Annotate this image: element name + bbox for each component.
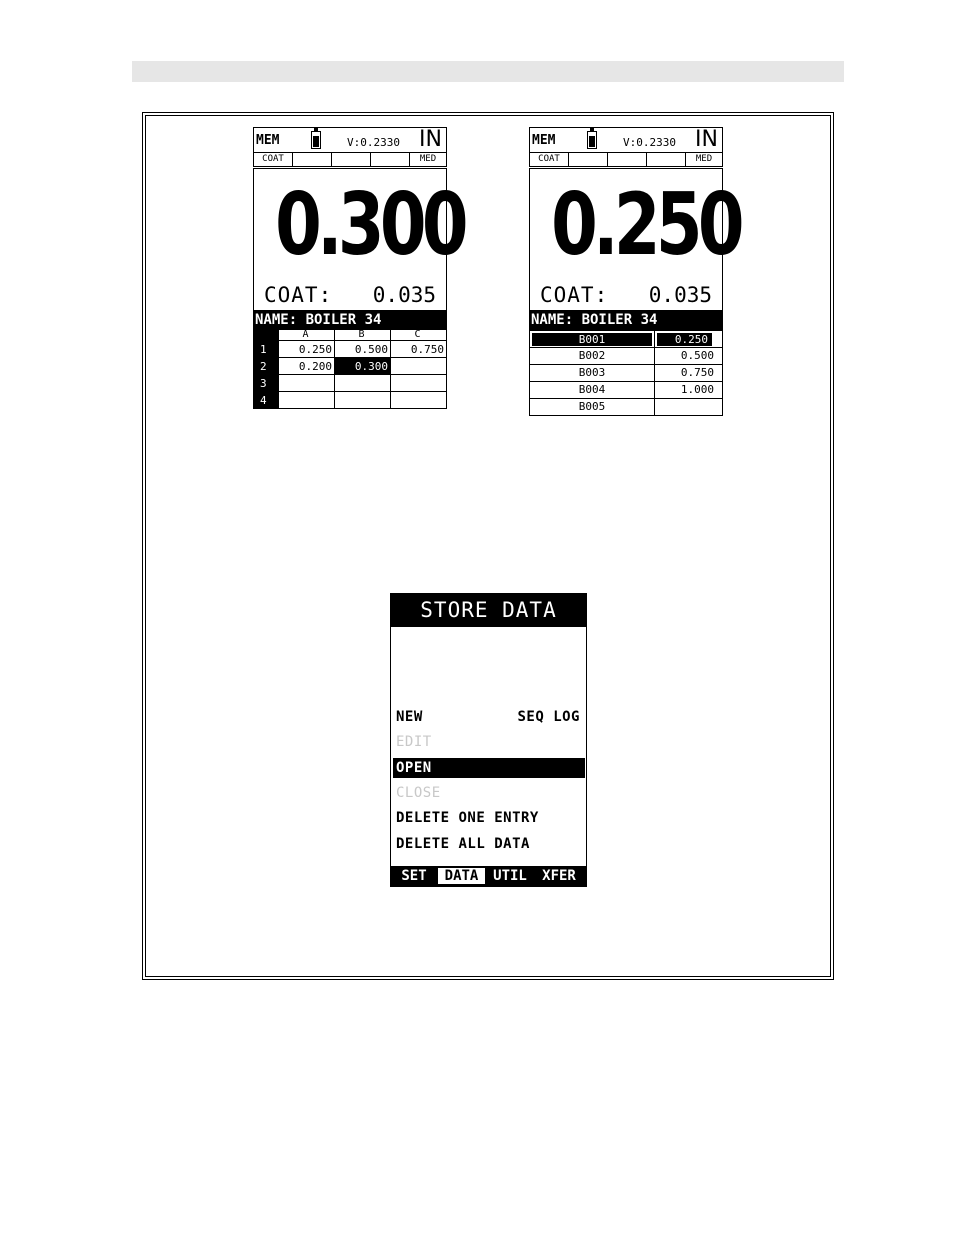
coat-label: COAT: bbox=[264, 283, 333, 307]
store-data-menu bbox=[390, 593, 587, 887]
entry-id: B002 bbox=[530, 348, 655, 365]
velocity-readout: V:0.2330 bbox=[623, 136, 676, 149]
row-label: 1 bbox=[254, 341, 279, 358]
grid-cell[interactable]: 0.250 bbox=[279, 341, 335, 358]
tab-data[interactable]: DATA bbox=[438, 868, 485, 884]
list-item[interactable] bbox=[530, 365, 723, 382]
grid-cell[interactable]: 0.500 bbox=[335, 341, 391, 358]
tab-xfer[interactable]: XFER bbox=[542, 868, 576, 884]
grid-row bbox=[254, 375, 447, 392]
menu-title: STORE DATA bbox=[391, 594, 586, 627]
entry-value: 0.750 bbox=[655, 365, 723, 382]
med-tab: MED bbox=[419, 154, 437, 164]
thickness-reading: 0.250 bbox=[551, 175, 740, 275]
grid-cell[interactable] bbox=[335, 375, 391, 392]
grid-cell[interactable]: 0.200 bbox=[279, 358, 335, 375]
grid-cell[interactable] bbox=[391, 375, 447, 392]
entry-id-selected: B001 bbox=[530, 331, 655, 348]
menu-item-new[interactable] bbox=[393, 707, 585, 727]
entry-value-selected: 0.250 bbox=[655, 331, 723, 348]
mem-indicator: MEM bbox=[532, 133, 556, 148]
tab-util[interactable]: UTIL bbox=[493, 868, 527, 884]
battery-icon bbox=[587, 131, 597, 149]
entry-id: B004 bbox=[530, 382, 655, 399]
coat-value: 0.035 bbox=[648, 283, 712, 307]
grid-cell-selected[interactable]: 0.300 bbox=[335, 358, 391, 375]
entry-value: 1.000 bbox=[655, 382, 723, 399]
units-indicator: IN bbox=[419, 127, 442, 152]
entry-value bbox=[655, 399, 723, 416]
menu-item-delete-all-data[interactable]: DELETE ALL DATA bbox=[396, 836, 530, 852]
file-name-bar: NAME: BOILER 34 bbox=[529, 311, 723, 330]
list-item[interactable] bbox=[530, 348, 723, 365]
list-item[interactable] bbox=[530, 382, 723, 399]
list-item[interactable] bbox=[530, 399, 723, 416]
blank-tab bbox=[332, 153, 371, 166]
column-header-c: C bbox=[391, 330, 447, 341]
entry-id: B005 bbox=[530, 399, 655, 416]
row-label: 2 bbox=[254, 358, 279, 375]
grid-cell[interactable] bbox=[391, 358, 447, 375]
blank-tab bbox=[647, 153, 686, 166]
column-header-a: A bbox=[279, 330, 335, 341]
sequential-log-table bbox=[529, 330, 723, 416]
grid-column-header-row bbox=[254, 330, 447, 341]
reading-panel bbox=[529, 168, 740, 311]
seq-log-label[interactable]: SEQ LOG bbox=[517, 709, 580, 725]
blank-tab bbox=[293, 153, 332, 166]
menu-item-open[interactable]: OPEN bbox=[393, 758, 585, 778]
gauge-screen-grid bbox=[253, 127, 464, 419]
entry-id: B003 bbox=[530, 365, 655, 382]
new-label: NEW bbox=[396, 709, 423, 725]
grid-row bbox=[254, 392, 447, 409]
battery-icon bbox=[311, 131, 321, 149]
gauge-screen-sequential bbox=[529, 127, 740, 419]
reading-panel bbox=[253, 168, 464, 311]
thickness-reading: 0.300 bbox=[275, 175, 464, 275]
menu-item-close[interactable]: CLOSE bbox=[396, 785, 441, 801]
coat-tab: COAT bbox=[530, 153, 569, 166]
blank-tab bbox=[371, 153, 410, 166]
tab-set[interactable]: SET bbox=[401, 868, 427, 884]
feature-tab-row bbox=[253, 152, 447, 167]
coat-tab: COAT bbox=[254, 153, 293, 166]
status-bar bbox=[253, 127, 447, 153]
grid-cell[interactable] bbox=[391, 392, 447, 409]
header-bar bbox=[132, 61, 844, 82]
menu-item-edit[interactable]: EDIT bbox=[396, 734, 432, 750]
blank-tab bbox=[608, 153, 647, 166]
grid-log-table bbox=[253, 330, 447, 409]
coat-label: COAT: bbox=[540, 283, 609, 307]
menu-tab-bar bbox=[391, 866, 586, 886]
velocity-readout: V:0.2330 bbox=[347, 136, 400, 149]
units-indicator: IN bbox=[695, 127, 718, 152]
coat-value: 0.035 bbox=[372, 283, 436, 307]
grid-row bbox=[254, 358, 447, 375]
grid-row bbox=[254, 341, 447, 358]
feature-tab-row bbox=[529, 152, 723, 167]
grid-cell[interactable] bbox=[335, 392, 391, 409]
row-label: 4 bbox=[254, 392, 279, 409]
list-item[interactable] bbox=[530, 331, 723, 348]
row-label: 3 bbox=[254, 375, 279, 392]
column-header-b: B bbox=[335, 330, 391, 341]
blank-tab bbox=[569, 153, 608, 166]
med-tab: MED bbox=[695, 154, 713, 164]
status-bar bbox=[529, 127, 723, 153]
entry-value: 0.500 bbox=[655, 348, 723, 365]
menu-item-delete-one-entry[interactable]: DELETE ONE ENTRY bbox=[396, 810, 539, 826]
grid-cell[interactable]: 0.750 bbox=[391, 341, 447, 358]
file-name-bar: NAME: BOILER 34 bbox=[253, 311, 447, 330]
grid-cell[interactable] bbox=[279, 375, 335, 392]
grid-cell[interactable] bbox=[279, 392, 335, 409]
mem-indicator: MEM bbox=[256, 133, 280, 148]
